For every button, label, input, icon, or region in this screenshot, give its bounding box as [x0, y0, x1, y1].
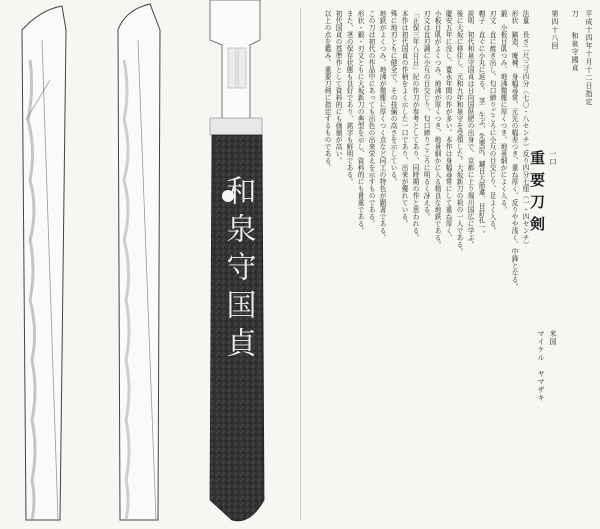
column-divider	[300, 8, 301, 520]
body-column: 本作は初代国貞の作柄をよく示した一口であり、出来が優れている。	[400, 10, 408, 227]
nakago-inscription: 和泉守国貞	[220, 175, 256, 365]
body-column: 刃文 直に焼き出し、匂口締りごころに小互の目交じり、足よく入る。	[488, 10, 496, 234]
blade-middle	[118, 4, 160, 520]
designation-date: 平成十四年十月十二日指定	[585, 10, 593, 106]
body-column: この刀は初代の作品中にあっても出色の出来栄えを示すものである。	[367, 10, 375, 227]
item-count: 一口	[549, 150, 557, 166]
body-column: 「正保三年八月日」紀の作刀が参考としてあり、同時期の作と思われる。	[411, 10, 419, 241]
owner-name: マイケル ヤマザキ	[537, 330, 545, 402]
body-column: 後に大坂に移住し、元和九年和泉守を受領した。大坂新刀の祖の一人である。	[455, 10, 463, 255]
item-inscription: 和泉守國貞	[571, 32, 579, 72]
body-column: 形状 鎬造、庵棟、身幅尋常、元先の幅差つき、重ね厚く、反りやや浅く、中鋒となる。	[510, 10, 518, 290]
body-column: 初代国貞の基準作として資料的にも価値が高い。	[334, 10, 342, 164]
body-column: 地鉄がよくつみ、地沸が微塵に厚くつく点など同工の特色が顕著である。	[378, 10, 386, 241]
blade-left	[22, 6, 66, 520]
page-title: 重要刀剣	[528, 150, 546, 238]
body-column: 形状・鍛・刃文ともに大坂新刀の典型を示し、資料的にも貴重である。	[356, 10, 364, 234]
body-column: 刃文は直刃調に小互の目交じり、匂口締りごころに明るく冴える。	[422, 10, 430, 220]
body-column: 鍛 小板目肌つみ、地沸微塵に厚くつき、地景細かによく入る。	[499, 10, 507, 213]
body-column: 小板目肌がよくつみ、地沸が厚くつき、地景細かに入る精良な地鉄である。	[433, 10, 441, 248]
body-column: 慶安五年に没し、寛永年間の作が多い。本作は身幅尋常にして重ね厚く、	[444, 10, 452, 241]
body-column: また、茎の保存状態も良好であり、銘字も鮮明である。	[345, 10, 353, 185]
item-type: 刀	[571, 10, 579, 18]
body-column: 法量 長さ二尺三寸四分（七〇・八センチ）反り四分七厘（一・四センチ）	[521, 10, 529, 248]
body-column: 説明 初代和泉守国貞は日向国飫肥の出身で、京都に上り堀川国広に学ぶ。	[466, 10, 474, 248]
body-column: 殊に地刃ともに健全で、その技倆の高さを示している。	[389, 10, 397, 185]
owner-location: 米国	[549, 330, 557, 346]
body-column: 帽子 直ぐに小丸に返る。 茎 生ぶ、先栗尻、鑢目大筋違、目釘孔一。	[477, 10, 485, 238]
session-number: 第四十八回	[551, 10, 559, 50]
body-column: 以上の点を鑑み、重要刀剣に指定するものである。	[323, 10, 331, 171]
